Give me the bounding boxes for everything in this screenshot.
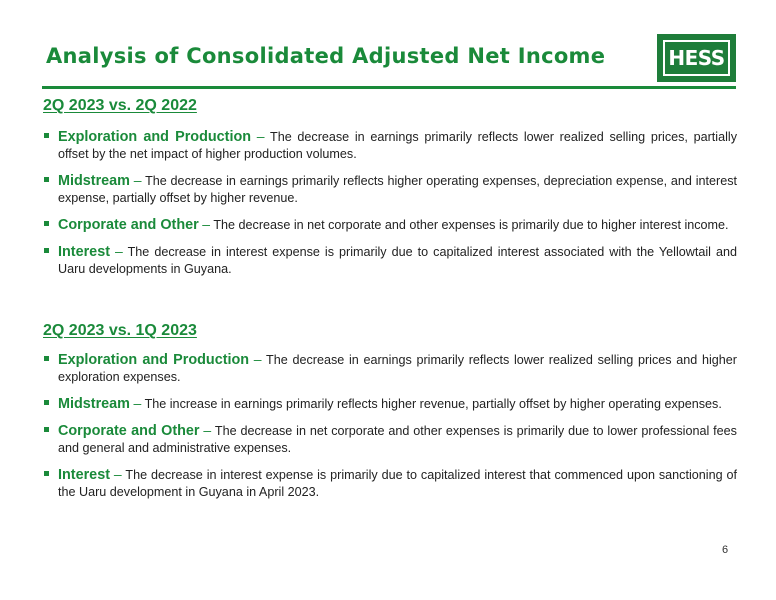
bullet-marker (44, 400, 49, 405)
bullet-dash: – (133, 395, 142, 411)
bullet-marker (44, 133, 49, 138)
bullet-list-yoy (43, 128, 737, 287)
bullet-term: Interest (58, 467, 110, 483)
bullet-term: Interest (58, 244, 110, 260)
bullet-dash: – (133, 172, 142, 188)
bullet-dash: – (203, 422, 212, 438)
bullet-marker (44, 221, 49, 226)
list-item (43, 243, 737, 278)
bullet-text: The decrease in net corporate and other expenses is primarily due to higher interest income. (213, 218, 729, 232)
bullet-marker (44, 427, 49, 432)
bullet-term: Midstream (58, 173, 130, 189)
bullet-marker (44, 248, 49, 253)
bullet-dash: – (202, 216, 211, 232)
logo-text: HESS (663, 40, 730, 76)
page-number: 6 (722, 544, 729, 556)
bullet-text: The decrease in net corporate and other expenses is primarily due to lower professional fees and general and administrative expenses. (58, 424, 737, 455)
bullet-term: Exploration and Production (58, 352, 250, 368)
list-item (43, 128, 737, 163)
list-item (43, 172, 737, 207)
bullet-text: The decrease in interest expense is primarily due to capitalized interest that commenced upon sanctioning of the Uaru development in Guyana in April 2023. (58, 468, 737, 499)
list-item (43, 395, 737, 413)
list-item (43, 351, 737, 386)
bullet-marker (44, 177, 49, 182)
bullet-text: The decrease in interest expense is primarily due to capitalized interest associated with the Yellowtail and Uaru developments in Guyana. (58, 245, 738, 276)
section-heading-yoy: 2Q 2023 vs. 2Q 2022 (43, 97, 197, 114)
bullet-term: Corporate and Other (58, 423, 200, 439)
bullet-term: Midstream (58, 396, 130, 412)
hess-logo (657, 34, 736, 82)
bullet-text: The increase in earnings primarily reflects higher revenue, partially offset by higher operating expenses. (144, 397, 722, 411)
bullet-marker (44, 471, 49, 476)
bullet-term: Exploration and Production (58, 129, 252, 145)
page-title: Analysis of Consolidated Adjusted Net Income (46, 44, 606, 68)
title-divider (42, 86, 736, 89)
list-item (43, 422, 737, 457)
section-heading-qoq: 2Q 2023 vs. 1Q 2023 (43, 322, 197, 339)
bullet-text: The decrease in earnings primarily reflects lower realized selling prices and higher exploration expenses. (58, 353, 737, 384)
bullet-text: The decrease in earnings primarily reflects lower realized selling prices, partially offset by the net impact of higher production volumes. (58, 130, 737, 161)
bullet-text: The decrease in earnings primarily reflects higher operating expenses, depreciation expense, and interest expense, partially offset by higher revenue. (58, 174, 737, 205)
list-item (43, 466, 737, 501)
bullet-dash: – (113, 466, 122, 482)
bullet-marker (44, 356, 49, 361)
bullet-dash: – (253, 351, 262, 367)
bullet-term: Corporate and Other (58, 217, 199, 233)
bullet-list-qoq (43, 351, 737, 510)
bullet-dash: – (115, 243, 123, 259)
bullet-dash: – (256, 128, 265, 144)
list-item (43, 216, 737, 234)
